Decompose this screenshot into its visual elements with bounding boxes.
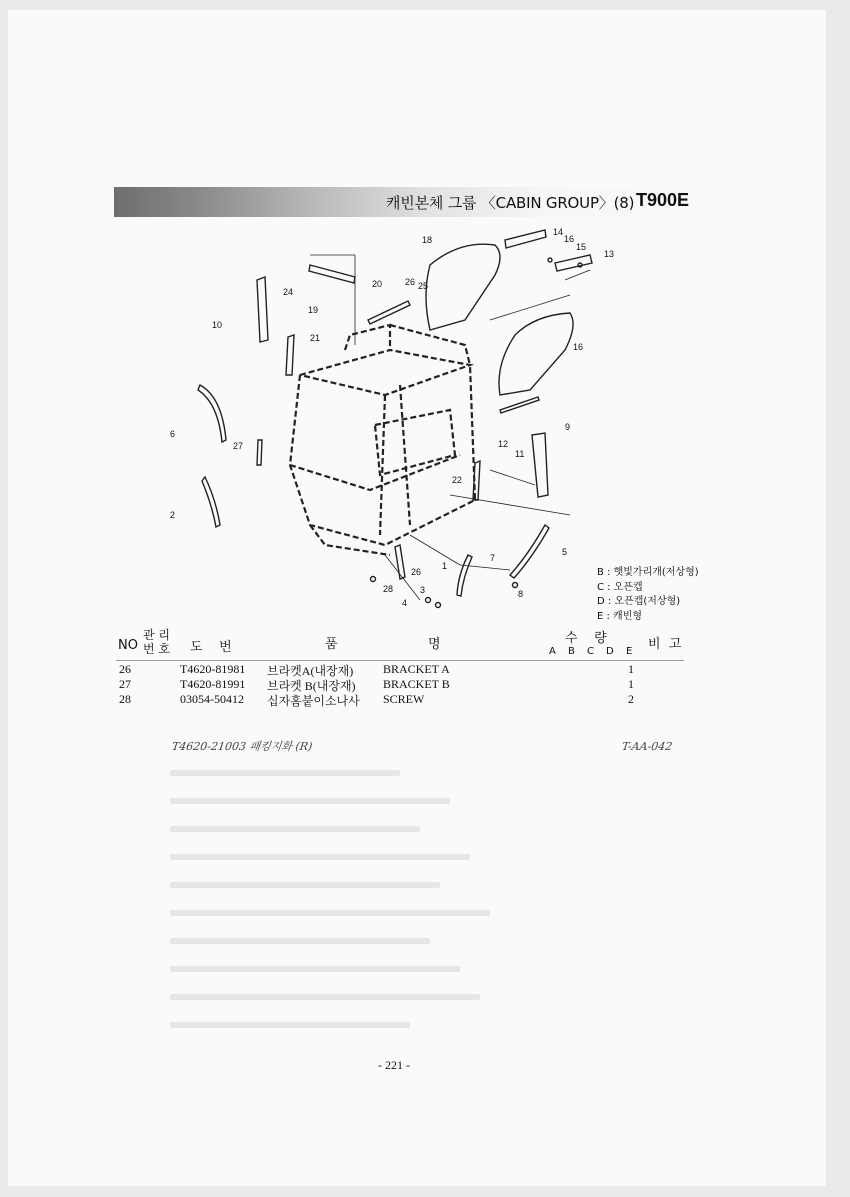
callout-14: 14 — [553, 227, 564, 237]
callout-4: 4 — [402, 598, 408, 608]
qty-col-a: A — [549, 646, 556, 657]
part-2 — [202, 477, 220, 527]
model-code: T900E — [636, 190, 690, 210]
callout-26: 26 — [411, 567, 422, 577]
row-qty-e: 1 — [628, 662, 634, 676]
callout-16: 16 — [564, 234, 575, 244]
part-18-strip — [500, 397, 539, 413]
callout-27: 27 — [233, 441, 244, 451]
parts — [198, 230, 592, 608]
callout-21: 20 — [372, 279, 383, 289]
callout-1: 1 — [442, 561, 448, 571]
qty-col-e: E — [626, 646, 633, 657]
part-22-left — [286, 335, 294, 375]
part-21 — [368, 301, 410, 324]
callout-22a: 21 — [310, 333, 321, 343]
row-part-no: 03054-50412 — [180, 692, 244, 706]
page-number: - 221 - — [378, 1058, 410, 1072]
callout-18: 16 — [573, 342, 584, 352]
callout-10: 10 — [212, 320, 223, 330]
header-mgmt-bottom: 번 호 — [143, 642, 170, 656]
part-14 — [505, 230, 546, 248]
cabin-frame — [290, 325, 475, 555]
callout-13: 13 — [604, 249, 615, 259]
part-19 — [426, 244, 500, 330]
row-no: 28 — [119, 692, 131, 706]
callout-9: 9 — [565, 422, 571, 432]
callout-numbers — [170, 227, 614, 608]
callout-6: 6 — [170, 429, 176, 439]
header-mgmt-top: 관 리 — [143, 628, 170, 642]
part-5 — [510, 525, 549, 578]
part-10 — [257, 277, 268, 342]
callout-25: 26 — [405, 277, 416, 287]
callout-3: 3 — [420, 585, 426, 595]
callout-19: 18 — [422, 235, 433, 245]
header-name-right: 명 — [428, 637, 441, 652]
leader-lines — [310, 255, 590, 600]
legend-item: B : 햇빛가리개(저상형) — [597, 567, 699, 578]
part-27 — [257, 440, 262, 465]
callout-15: 15 — [576, 242, 587, 252]
qty-col-c: C — [587, 646, 594, 657]
callout-2: 2 — [170, 510, 176, 520]
callout-11: 11 — [515, 449, 525, 459]
exploded-parts-diagram — [160, 225, 720, 620]
callout-22b: 22 — [452, 475, 463, 485]
row-no: 27 — [119, 677, 131, 691]
handwritten-note-right: T-AA-042 — [621, 740, 674, 753]
variant-legend — [597, 566, 699, 624]
callout-24: 25 — [418, 281, 429, 291]
part-1 — [457, 555, 472, 596]
header-remarks: 비 고 — [648, 637, 682, 652]
part-6 — [198, 385, 226, 442]
row-part-no: T4620-81981 — [180, 662, 246, 676]
part-9 — [532, 433, 548, 497]
row-no: 26 — [119, 662, 131, 676]
row-name-en: BRACKET B — [383, 677, 450, 691]
callout-23: 24 — [283, 287, 294, 297]
legend-item: C : 오픈캡 — [597, 581, 643, 593]
part-20 — [309, 265, 355, 283]
callout-7: 7 — [490, 553, 496, 563]
callout-12: 12 — [498, 439, 509, 449]
callout-28: 28 — [383, 584, 394, 594]
callout-20: 19 — [308, 305, 319, 315]
header-quantity: 수 량 — [565, 631, 607, 646]
row-qty-e: 2 — [628, 692, 634, 706]
row-name-en: BRACKET A — [383, 662, 450, 676]
row-name-kr: 브라켓A(내장재) — [267, 664, 354, 678]
part-13 — [555, 255, 592, 271]
row-part-no: T4620-81991 — [180, 677, 246, 691]
callout-8: 8 — [518, 589, 524, 599]
header-name-left: 품 — [325, 637, 338, 652]
page-title: 캐빈본체 그룹 〈CABIN GROUP〉(8) — [386, 194, 635, 212]
qty-col-b: B — [568, 646, 575, 657]
header-drawing-no: 도 번 — [190, 640, 232, 655]
legend-item: D : 오픈캡(저상형) — [597, 596, 681, 607]
row-name-kr: 브라켓 B(내장재) — [267, 679, 356, 693]
qty-col-d: D — [606, 646, 614, 657]
part-18 — [499, 313, 573, 395]
legend-item: E : 캐빈형 — [597, 610, 643, 622]
row-qty-e: 1 — [628, 677, 634, 691]
row-name-kr: 십자홈붙이소나사 — [267, 694, 360, 708]
handwritten-note-left: T4620-21003 패킹지화 (R) — [171, 740, 314, 753]
header-no: NO — [118, 638, 138, 653]
callout-5: 5 — [562, 547, 568, 557]
row-name-en: SCREW — [383, 692, 425, 706]
header-rule — [116, 660, 684, 661]
